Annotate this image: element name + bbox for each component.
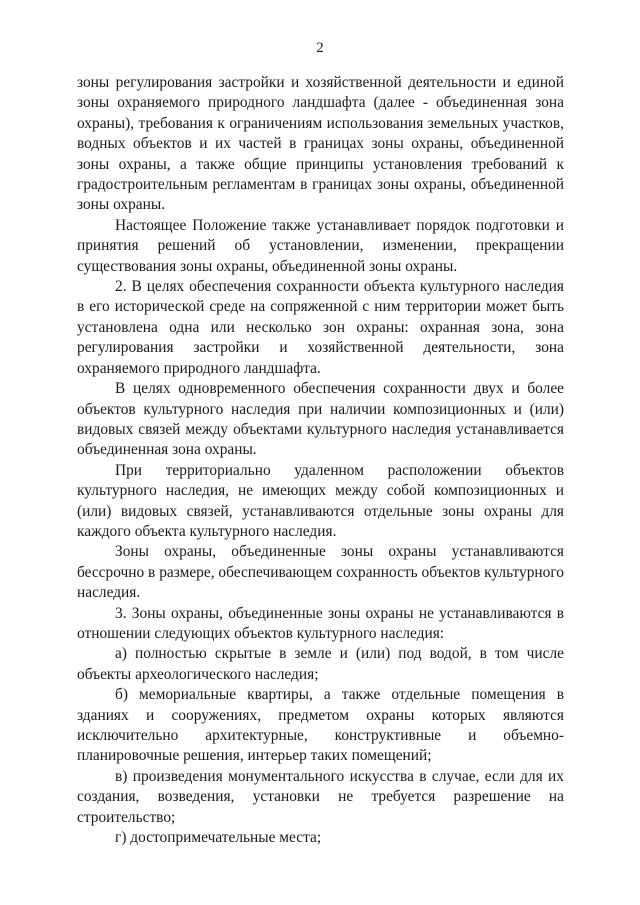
list-item-b: б) мемориальные квартиры, а также отдельные помещения в зданиях и сооружениях, предметом охраны которых являются исключительно архитектурные, конструктивные и объемно-планировочные решения, интерьер таких помещений; bbox=[77, 686, 564, 765]
list-item-a: а) полностью скрытые в земле и (или) под водой, в том числе объекты археологического наследия; bbox=[77, 645, 564, 683]
paragraph-clause-2: 2. В целях обеспечения сохранности объекта культурного наследия в его исторической среде на сопряженной с ним территории может быть установлена одна или несколько зон охраны: охранная зона, зона регулирования застройки и хозяйственной деятельности, зона охраняемого природного ландшафта. bbox=[77, 278, 564, 377]
list-item-g: г) достопримечательные места; bbox=[115, 829, 322, 847]
list-item-v: в) произведения монументального искусства в случае, если для их создания, возведения, установки не требуется разрешение на строительство; bbox=[77, 767, 564, 826]
paragraph: Настоящее Положение также устанавливает порядок подготовки и принятия решений об установлении, изменении, прекращении существования зоны охраны, объединенной зоны охраны. bbox=[77, 216, 564, 275]
page-number: 2 bbox=[316, 40, 324, 56]
paragraph: При территориально удаленном расположении объектов культурного наследия, не имеющих между собой композиционных и (или) видовых связей, устанавливаются отдельные зоны охраны для каждого объекта культурного наследия. bbox=[77, 461, 564, 540]
paragraph: В целях одновременного обеспечения сохранности двух и более объектов культурного наследия при наличии композиционных и (или) видовых связей между объектами культурного наследия устанавливается объединенная зона охраны. bbox=[77, 380, 564, 459]
paragraph-clause-3: 3. Зоны охраны, объединенные зоны охраны не устанавливаются в отношении следующих объектов культурного наследия: bbox=[77, 604, 564, 642]
paragraph: Зоны охраны, объединенные зоны охраны устанавливаются бессрочно в размере, обеспечивающем сохранность объектов культурного наследия. bbox=[77, 543, 564, 602]
paragraph-continuation: зоны регулирования застройки и хозяйственной деятельности и единой зоны охраняемого природного ландшафта (далее - объединенная зона охраны), требования к ограничениям использования земельных участков, водных объектов и их частей в границах зоны охраны, объединенной зоны охраны, а также общие принципы установления требований к градостроительным регламентам в границах зоны охраны, объединенной зоны охраны. bbox=[77, 74, 564, 214]
document-body bbox=[77, 73, 564, 848]
